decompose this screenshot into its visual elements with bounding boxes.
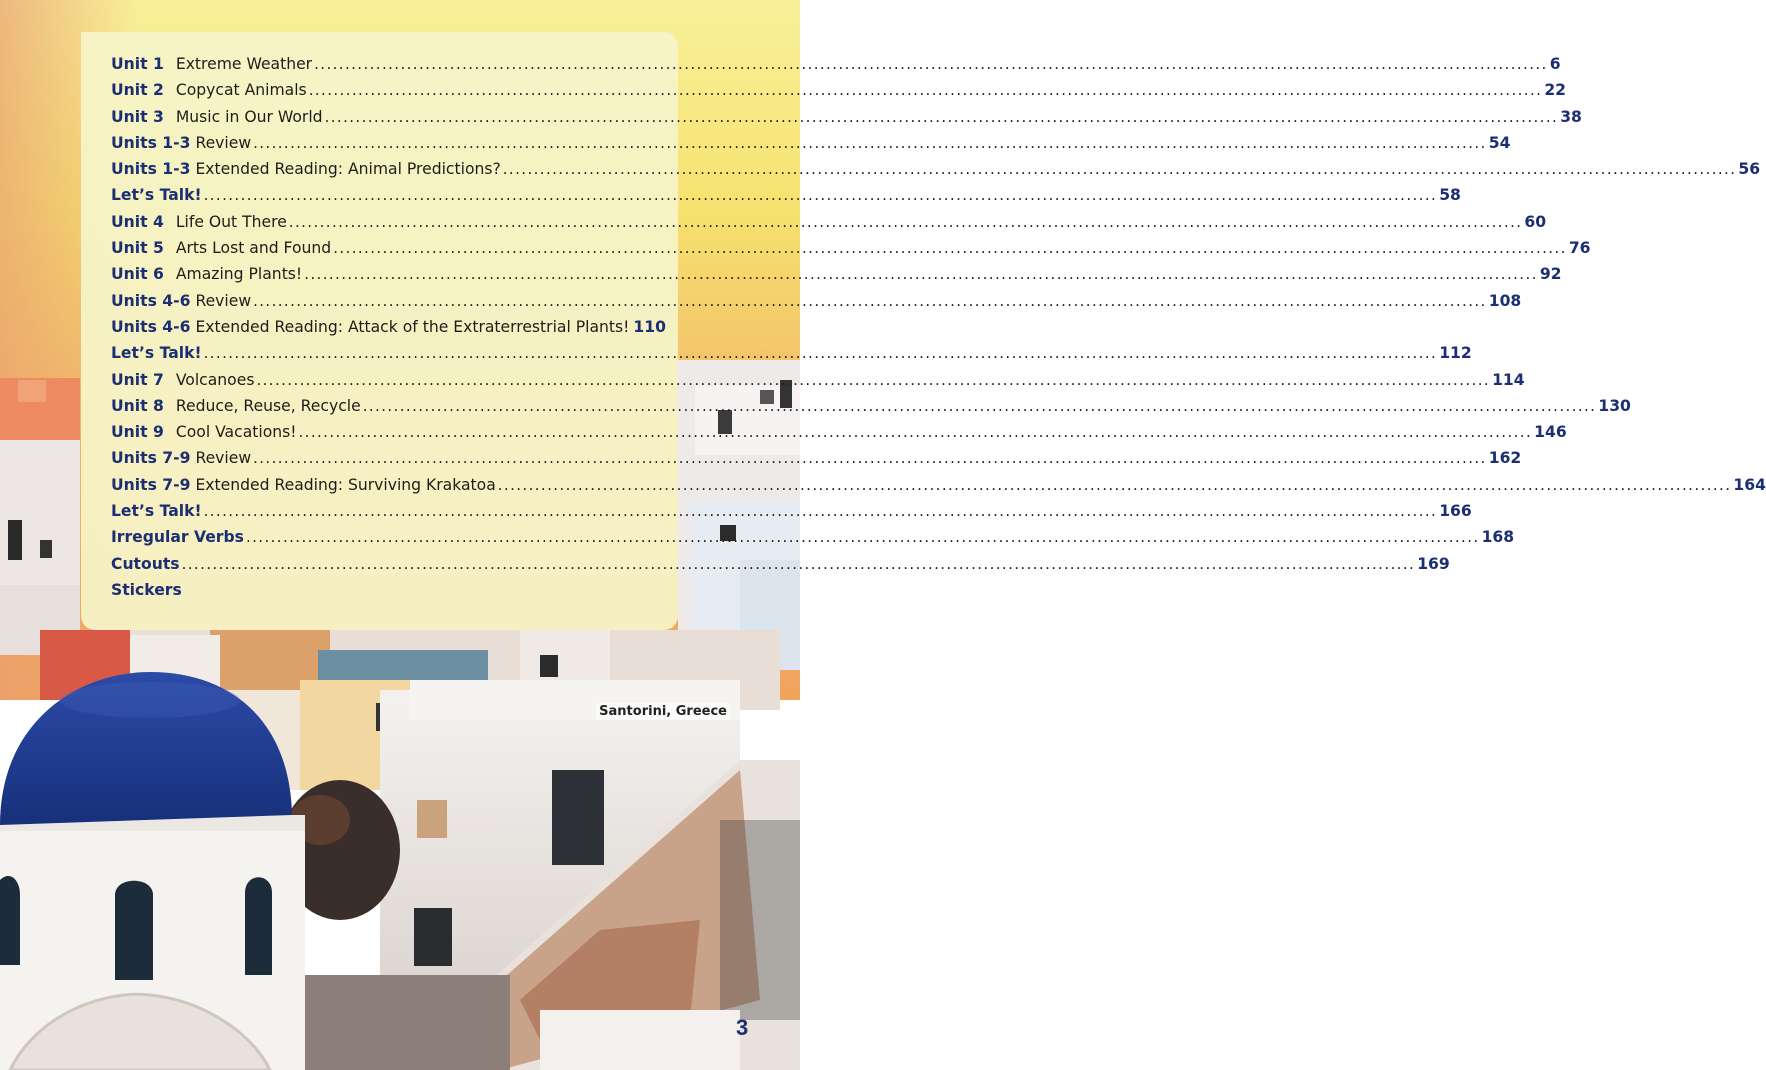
- toc-page-number: 76: [1568, 239, 1591, 258]
- toc-entry-label: Units 1-3: [111, 133, 191, 152]
- toc-entry-title: Life Out There: [175, 212, 287, 231]
- toc-entry: [111, 212, 1547, 239]
- toc-entry-title: Review: [195, 291, 252, 310]
- toc-entry-title: Extended Reading: Animal Predictions?: [195, 160, 501, 179]
- toc-dot-leader: ........................................................................................................................................................................................................: [308, 81, 1543, 100]
- toc-dot-leader: ........................................................................................................................................................................................................: [203, 186, 1438, 205]
- toc-entry-label: Stickers: [111, 580, 182, 599]
- toc-entry-label: Unit 7: [111, 370, 164, 389]
- toc-page-number: 110: [633, 317, 666, 336]
- toc-dot-leader: ........................................................................................................................................................................................................: [203, 502, 1438, 521]
- toc-entry-label: Cutouts: [111, 554, 180, 573]
- toc-dot-leader: ........................................................................................................................................................................................................: [253, 449, 1487, 468]
- toc-entry: [111, 423, 1567, 449]
- toc-dot-leader: ........................................................................................................................................................................................................: [497, 475, 1732, 494]
- toc-page-number: 130: [1598, 396, 1631, 415]
- toc-entry-title: Review: [195, 133, 252, 152]
- toc-dot-leader: ........................................................................................................................................................................................................: [362, 396, 1597, 415]
- toc-page-number: 60: [1524, 212, 1547, 231]
- toc-page-number: 108: [1488, 291, 1522, 310]
- toc-dot-leader: ........................................................................................................................................................................................................: [245, 528, 1480, 547]
- toc-entry: [111, 581, 642, 607]
- toc-entry: [111, 186, 1461, 212]
- toc-dot-leader: ........................................................................................................................................................................................................: [256, 370, 1491, 389]
- toc-entry: [111, 55, 1561, 81]
- toc-page-number: 22: [1544, 81, 1567, 100]
- toc-page-number: 162: [1488, 449, 1522, 468]
- toc-page-number: 6: [1549, 55, 1561, 73]
- toc-entry-label: Units 4-6: [111, 291, 191, 310]
- toc-entry-label: Units 4-6: [111, 317, 191, 336]
- toc-entry: [111, 396, 1631, 423]
- toc-dot-leader: ........................................................................................................................................................................................................: [502, 160, 1737, 179]
- toc-entry: [111, 291, 1522, 318]
- toc-dot-leader: ........................................................................................................................................................................................................: [203, 344, 1438, 363]
- toc-entry: [111, 528, 1515, 554]
- toc-entry-title: Arts Lost and Found: [175, 239, 332, 258]
- toc-dot-leader: ........................................................................................................................................................................................................: [181, 554, 1416, 573]
- toc-page-number: 92: [1539, 265, 1562, 284]
- toc-entry: [111, 107, 1582, 134]
- toc-entry-title: Cool Vacations!: [175, 423, 297, 442]
- toc-entry-label: Unit 8: [111, 396, 164, 415]
- toc-dot-leader: ........................................................................................................................................................................................................: [288, 212, 1523, 231]
- photo-caption: Santorini, Greece: [596, 703, 730, 720]
- toc-page-number: 38: [1560, 107, 1582, 126]
- toc-page-number: 54: [1488, 133, 1511, 152]
- toc-page-number: 112: [1439, 344, 1472, 363]
- toc-entry-title: Extended Reading: Surviving Krakatoa: [195, 475, 496, 494]
- toc-entry: [111, 344, 1472, 370]
- toc-entry-title: Extreme Weather: [175, 55, 313, 73]
- toc-entry: [111, 475, 1766, 502]
- toc-entry-title: Music in Our World: [175, 107, 323, 126]
- toc-entry: [111, 554, 1450, 581]
- table-of-contents: [111, 55, 1766, 607]
- toc-entry-label: Unit 2: [111, 81, 164, 100]
- toc-entry: [111, 239, 1591, 265]
- toc-page-number: 56: [1738, 160, 1761, 179]
- page-number: 3: [736, 1015, 749, 1040]
- toc-entry: [111, 133, 1511, 160]
- toc-entry-label: Units 7-9: [111, 475, 191, 494]
- toc-entry-label: Unit 1: [111, 55, 164, 73]
- toc-dot-leader: ........................................................................................................................................................................................................: [253, 133, 1487, 152]
- toc-page-number: 164: [1733, 475, 1766, 494]
- toc-entry: [111, 81, 1567, 107]
- toc-page-number: 166: [1439, 502, 1472, 521]
- toc-page-number: 114: [1492, 370, 1525, 389]
- toc-entry-label: Unit 6: [111, 265, 164, 284]
- toc-dot-leader: ........................................................................................................................................................................................................: [324, 107, 1559, 126]
- toc-page-number: 168: [1481, 528, 1515, 547]
- toc-entry: [111, 265, 1562, 291]
- toc-dot-leader: ........................................................................................................................................................................................................: [304, 265, 1538, 284]
- toc-dot-leader: ........................................................................................................................................................................................................: [333, 239, 1567, 258]
- toc-page-number: 58: [1439, 186, 1461, 205]
- toc-entry-title: Volcanoes: [175, 370, 255, 389]
- toc-entry-label: Unit 4: [111, 212, 164, 231]
- toc-entry-label: Let’s Talk!: [111, 186, 202, 205]
- toc-entry: [111, 370, 1525, 397]
- toc-page-number: 146: [1534, 423, 1567, 442]
- toc-entry-title: Amazing Plants!: [175, 265, 303, 284]
- toc-dot-leader: ........................................................................................................................................................................................................: [298, 423, 1533, 442]
- toc-entry-label: Unit 5: [111, 239, 164, 258]
- toc-dot-leader: ........................................................................................................................................................................................................: [253, 291, 1487, 310]
- toc-entry-title: Review: [195, 449, 252, 468]
- toc-entry-label: Units 1-3: [111, 160, 191, 179]
- toc-entry: [111, 449, 1522, 475]
- toc-dot-leader: ........................................................................................................................................................................................................: [314, 55, 1548, 73]
- toc-entry-label: Let’s Talk!: [111, 502, 202, 521]
- toc-entry: [111, 317, 666, 344]
- toc-entry-title: Reduce, Reuse, Recycle: [175, 396, 361, 415]
- toc-entry: [111, 160, 1761, 186]
- toc-entry: [111, 502, 1472, 528]
- toc-entry-label: Unit 9: [111, 423, 164, 442]
- toc-entry-label: Irregular Verbs: [111, 528, 244, 547]
- toc-entry-label: Units 7-9: [111, 449, 191, 468]
- toc-entry-title: Extended Reading: Attack of the Extraterrestrial Plants!: [195, 317, 630, 336]
- toc-entry-title: Copycat Animals: [175, 81, 307, 100]
- toc-entry-label: Let’s Talk!: [111, 344, 202, 363]
- toc-page-number: 169: [1417, 554, 1450, 573]
- toc-entry-label: Unit 3: [111, 107, 164, 126]
